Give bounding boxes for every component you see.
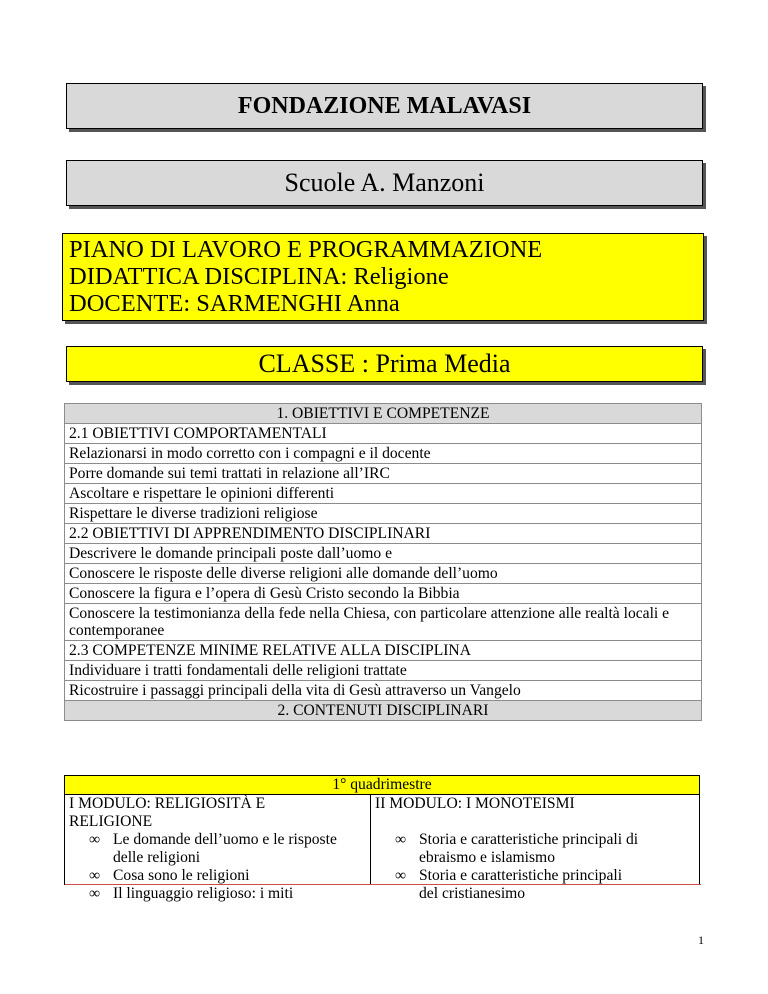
quadrimestre-heading: 1° quadrimestre	[65, 776, 699, 795]
class-title-text: CLASSE : Prima Media	[258, 349, 511, 378]
list-item	[375, 831, 700, 867]
infinity-bullet-icon: ∞	[89, 867, 101, 884]
class-title	[66, 346, 703, 382]
school-title	[66, 160, 703, 206]
module-2-title: II MODULO: I MONOTEISMI	[375, 795, 575, 812]
table-row	[65, 464, 702, 484]
list-item	[375, 867, 700, 903]
table-row	[65, 641, 702, 661]
list-item-text: Cosa sono le religioni	[113, 867, 250, 884]
list-item	[69, 885, 368, 903]
objective-item: Ascoltare e rispettare le opinioni differenti	[65, 484, 702, 504]
table-row	[65, 681, 702, 701]
module-2-column	[370, 795, 700, 902]
list-item-text: del cristianesimo	[419, 885, 526, 902]
infinity-bullet-icon: ∞	[89, 885, 101, 902]
plan-title-line: DOCENTE: SARMENGHI Anna	[69, 290, 400, 317]
section-heading: 2.3 COMPETENZE MINIME RELATIVE ALLA DISCIPLINA	[65, 641, 702, 661]
list-item-text: Storia e caratteristiche principali	[419, 867, 623, 884]
list-item	[69, 867, 368, 885]
table-row	[65, 444, 702, 464]
infinity-bullet-icon: ∞	[395, 831, 407, 848]
section-heading: 2.1 OBIETTIVI COMPORTAMENTALI	[65, 424, 702, 444]
table-row	[65, 504, 702, 524]
section-heading: 2.2 OBIETTIVI DI APPRENDIMENTO DISCIPLINARI	[65, 524, 702, 544]
list-item	[69, 831, 368, 867]
objective-item: Ricostruire i passaggi principali della vita di Gesù attraverso un Vangelo	[65, 681, 702, 701]
objective-item: Conoscere le risposte delle diverse religioni alle domande dell’uomo	[65, 564, 702, 584]
objective-item: Conoscere la figura e l’opera di Gesù Cristo secondo la Bibbia	[65, 584, 702, 604]
page-number: 1	[698, 933, 704, 947]
list-item-text: Le domande dell’uomo e le risposte	[113, 831, 337, 848]
table-row	[65, 424, 702, 444]
infinity-bullet-icon: ∞	[395, 867, 407, 884]
objectives-heading: 1. OBIETTIVI E COMPETENZE	[65, 404, 702, 424]
table-row	[65, 661, 702, 681]
objective-item: Porre domande sui temi trattati in relazione all’IRC	[65, 464, 702, 484]
table-row	[65, 701, 702, 721]
module-2-list	[375, 831, 700, 903]
plan-title	[62, 233, 704, 321]
table-row	[65, 564, 702, 584]
table-row	[65, 404, 702, 424]
modules-table	[64, 775, 700, 902]
plan-title-line: PIANO DI LAVORO E PROGRAMMAZIONE	[69, 236, 543, 263]
list-item-text: Storia e caratteristiche principali di	[419, 831, 639, 848]
bottom-divider	[65, 884, 701, 885]
list-item-text: delle religioni	[113, 849, 201, 866]
contents-heading: 2. CONTENUTI DISCIPLINARI	[65, 701, 702, 721]
objective-item: Individuare i tratti fondamentali delle religioni trattate	[65, 661, 702, 681]
module-1-title: I MODULO: RELIGIOSITÀ E	[69, 795, 266, 812]
table-row	[65, 584, 702, 604]
plan-title-line: DIDATTICA DISCIPLINA: Religione	[69, 263, 449, 290]
foundation-title	[66, 83, 703, 129]
table-row	[65, 604, 702, 641]
table-row	[65, 524, 702, 544]
module-1-column	[65, 795, 368, 903]
objective-item: Descrivere le domande principali poste dall’uomo e	[65, 544, 702, 564]
list-item-text: ebraismo e islamismo	[419, 849, 555, 866]
list-item-text: Il linguaggio religioso: i miti	[113, 885, 294, 902]
table-row	[65, 544, 702, 564]
foundation-title-text: FONDAZIONE MALAVASI	[237, 92, 532, 119]
module-1-list	[69, 831, 368, 903]
objective-item: Rispettare le diverse tradizioni religiose	[65, 504, 702, 524]
objectives-table	[64, 403, 702, 721]
objective-item: Conoscere la testimonianza della fede nella Chiesa, con particolare attenzione alle realtà locali e contemporanee	[65, 604, 702, 641]
school-title-text: Scuole A. Manzoni	[284, 168, 485, 197]
infinity-bullet-icon: ∞	[89, 831, 101, 848]
table-row	[65, 484, 702, 504]
module-1-title: RELIGIONE	[69, 813, 153, 830]
objective-item: Relazionarsi in modo corretto con i compagni e il docente	[65, 444, 702, 464]
